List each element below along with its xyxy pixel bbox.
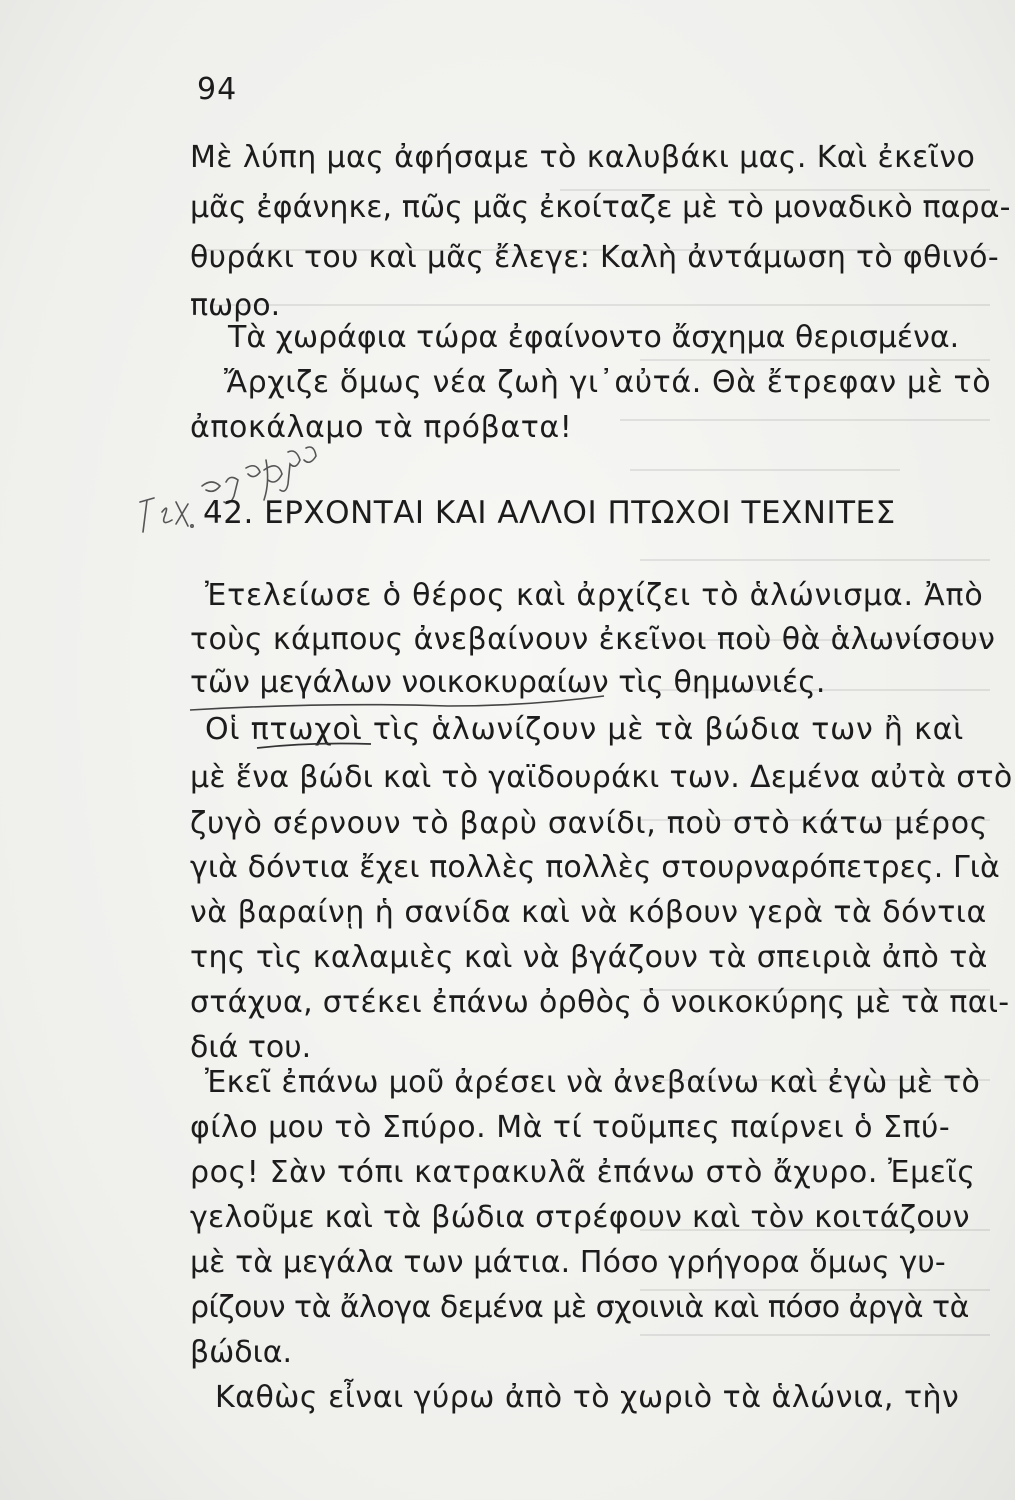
text-line: ἀποκάλαμο τὰ πρόβατα! [190,410,573,445]
text-line: ρος! Σὰν τόπι κατρακυλᾶ ἐπάνω στὸ ἄχυρο. Ἐμεῖς [190,1155,976,1190]
text-line: βώδια. [190,1335,293,1370]
text-line: Ἐκεῖ ἐπάνω μοῦ ἀρέσει νὰ ἀνεβαίνω καὶ ἐγὼ μὲ τὸ [205,1065,981,1100]
text-line: Μὲ λύπη μας ἀφήσαμε τὸ καλυβάκι μας. Καὶ ἐκεῖνο [190,140,976,175]
section-heading: 42. ΕΡΧΟΝΤΑΙ ΚΑΙ ΑΛΛΟΙ ΠΤΩΧΟΙ ΤΕΧΝΙΤΕΣ [203,495,896,531]
text-line: Ἐτελείωσε ὁ θέρος καὶ ἀρχίζει τὸ ἁλώνισμα. Ἀπὸ [205,578,984,613]
text-line: ρίζουν τὰ ἄλογα δεμένα μὲ σχοινιὰ καὶ πόσο ἀργὰ τὰ [190,1290,969,1325]
text-line: νὰ βαραίνῃ ἡ σανίδα καὶ νὰ κόβουν γερὰ τὰ δόντια [190,895,987,930]
text-line: τοὺς κάμπους ἀνεβαίνουν ἐκεῖνοι ποὺ θὰ ἁλωνίσουν [190,622,996,657]
text-line: μὲ τὰ μεγάλα των μάτια. Πόσο γρήγορα ὅμως γυ- [190,1245,946,1280]
text-line: ζυγὸ σέρνουν τὸ βαρὺ σανίδι, ποὺ στὸ κάτω μέρος [190,806,989,841]
text-line: Τὰ χωράφια τώρα ἐφαίνοντο ἄσχημα θερισμένα. [228,320,960,355]
text-line: μᾶς ἐφάνηκε, πῶς μᾶς ἐκοίταζε μὲ τὸ μοναδικὸ παρα- [190,190,1011,225]
text-line: διά του. [190,1030,312,1065]
text-line: φίλο μου τὸ Σπύρο. Μὰ τί τοῦμπες παίρνει ὁ Σπύ- [190,1110,951,1145]
text-line: γελοῦμε καὶ τὰ βώδια στρέφουν καὶ τὸν κοιτάζουν [190,1200,970,1235]
text-line: Καθὼς εἶναι γύρω ἀπὸ τὸ χωριὸ τὰ ἁλώνια, τὴν [215,1380,960,1415]
text-line: θυράκι του καὶ μᾶς ἔλεγε: Καλὴ ἀντάμωση τὸ φθινό- [190,240,999,275]
text-line: μὲ ἕνα βώδι καὶ τὸ γαϊδουράκι των. Δεμένα αὐτὰ στὸ [190,760,1013,795]
text-line: της τὶς καλαμιὲς καὶ νὰ βγάζουν τὰ σπειριὰ ἀπὸ τὰ [190,940,988,975]
text-line: στάχυα, στέκει ἐπάνω ὀρθὸς ὁ νοικοκύρης μὲ τὰ παι- [190,985,1010,1020]
text-line: Οἱ πτωχοὶ τὶς ἁλωνίζουν μὲ τὰ βώδια των ἢ καὶ [205,712,965,747]
text-line: τῶν μεγάλων νοικοκυραίων τὶς θημωνιές. [190,665,826,700]
text-line: γιὰ δόντια ἔχει πολλὲς πολλὲς στουρναρόπετρες. Γιὰ [190,850,1000,885]
page-number: 94 [197,72,238,107]
text-line: Ἄρχιζε ὅμως νέα ζωὴ γι᾿αὐτά. Θὰ ἔτρεφαν μὲ τὸ [224,365,992,400]
text-line: πωρο. [190,288,281,323]
